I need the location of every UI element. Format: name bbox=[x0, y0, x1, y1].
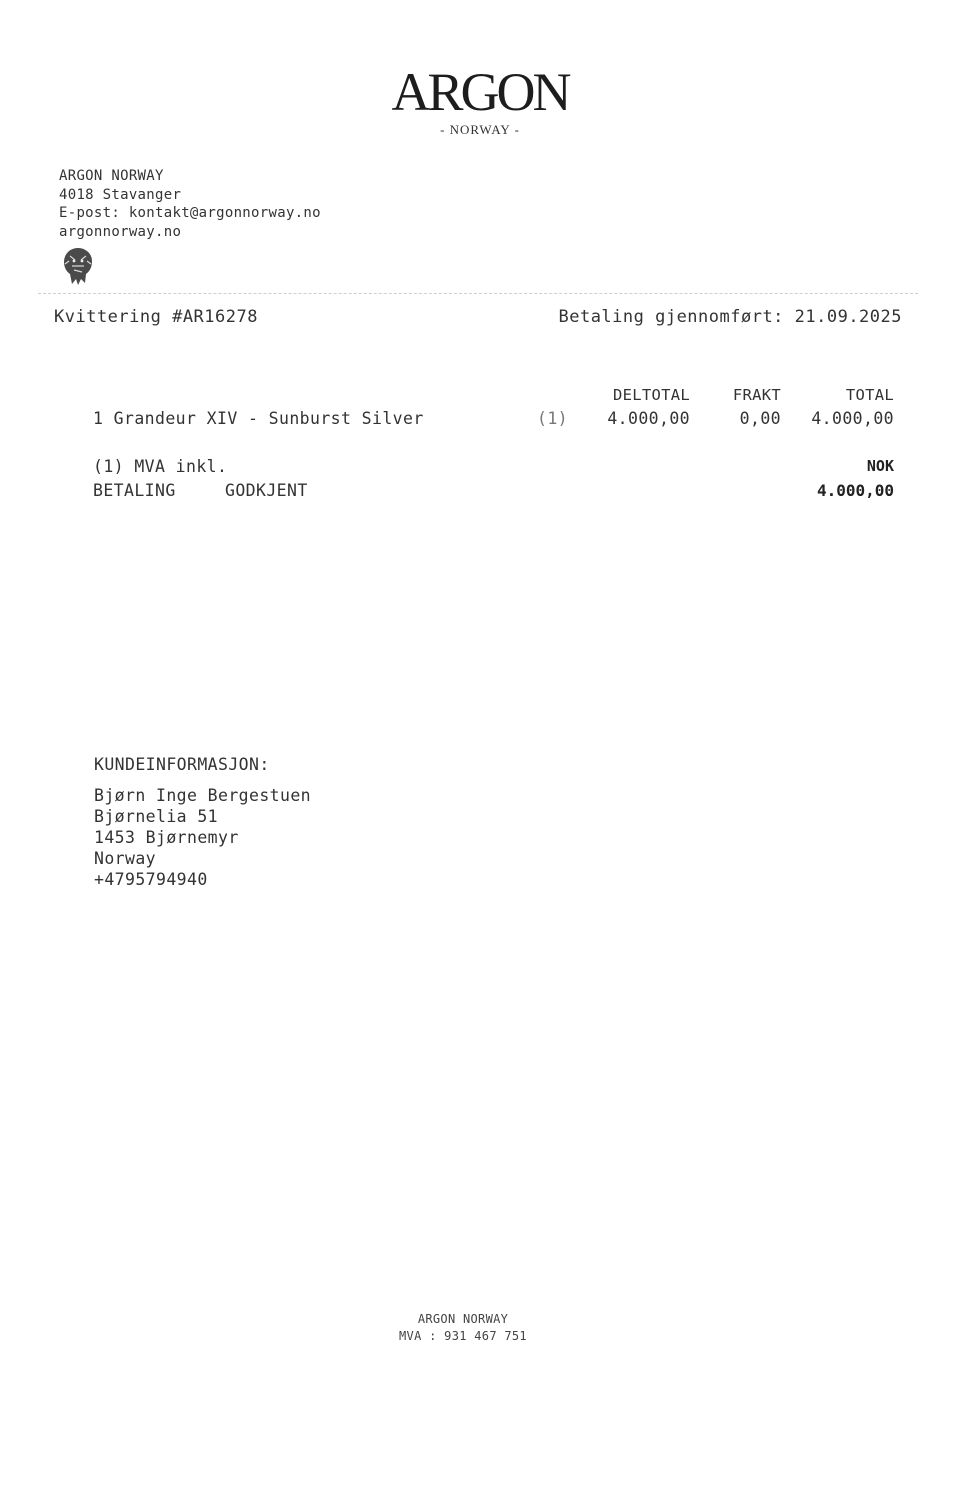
customer-heading: KUNDEINFORMASJON: bbox=[94, 755, 270, 774]
payment-label: BETALING bbox=[93, 481, 176, 500]
footer-vat-number: MVA : 931 467 751 bbox=[399, 1329, 527, 1343]
receipt-number: Kvittering #AR16278 bbox=[54, 307, 258, 327]
item-description: 1 Grandeur XIV - Sunburst Silver bbox=[93, 409, 424, 428]
brand-tagline: - NORWAY - bbox=[440, 122, 520, 137]
sender-email: E-post: kontakt@argonnorway.no bbox=[59, 205, 321, 221]
item-shipping: 0,00 bbox=[739, 409, 781, 428]
vat-note: (1) MVA inkl. bbox=[93, 457, 228, 476]
grand-total: 4.000,00 bbox=[816, 481, 894, 500]
payment-date: Betaling gjennomført: 21.09.2025 bbox=[558, 307, 902, 327]
customer-phone: +4795794940 bbox=[94, 870, 208, 889]
currency-label: NOK bbox=[866, 457, 894, 475]
sender-website: argonnorway.no bbox=[59, 224, 182, 240]
customer-name: Bjørn Inge Bergestuen bbox=[94, 786, 312, 805]
item-vat-ref: (1) bbox=[537, 409, 569, 428]
lion-head-icon bbox=[60, 246, 96, 286]
brand-logo-text: ARGON bbox=[391, 62, 569, 122]
customer-postal: 1453 Bjørnemyr bbox=[94, 828, 239, 847]
header-subtotal: DELTOTAL bbox=[612, 386, 690, 404]
customer-street: Bjørnelia 51 bbox=[94, 807, 219, 826]
sender-company: ARGON NORWAY bbox=[59, 168, 164, 184]
item-subtotal: 4.000,00 bbox=[607, 409, 690, 428]
footer-company: ARGON NORWAY bbox=[417, 1312, 509, 1326]
item-total: 4.000,00 bbox=[811, 409, 894, 428]
customer-country: Norway bbox=[94, 849, 157, 868]
header-shipping: FRAKT bbox=[732, 386, 781, 404]
header-divider bbox=[38, 293, 918, 294]
payment-status: GODKJENT bbox=[225, 481, 308, 500]
sender-city: 4018 Stavanger bbox=[59, 187, 182, 203]
header-total: TOTAL bbox=[845, 386, 894, 404]
